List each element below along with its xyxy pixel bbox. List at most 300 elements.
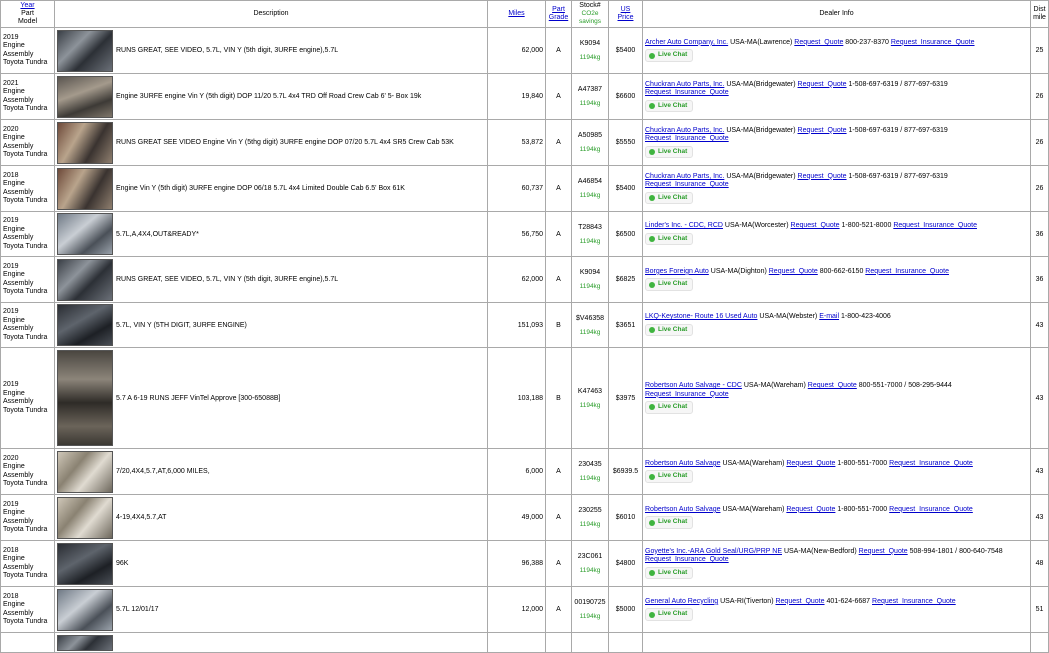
part-photo[interactable] xyxy=(57,350,113,446)
row-year: 2019 xyxy=(3,500,19,508)
dealer-cell xyxy=(643,212,1031,257)
chat-icon xyxy=(649,404,655,410)
header-mile: mile xyxy=(1033,14,1046,21)
row-co2: 1194kg xyxy=(579,475,601,482)
description-cell xyxy=(55,587,488,633)
empty-cell xyxy=(546,633,572,653)
request-insurance-quote-link[interactable]: Request_Insurance_Quote xyxy=(890,38,975,46)
row-co2: 1194kg xyxy=(579,521,601,528)
dealer-phone: 1-508-697-6319 / 877-697-6319 xyxy=(848,80,948,88)
live-chat-button[interactable] xyxy=(645,324,693,337)
distance-cell: 43 xyxy=(1031,303,1049,348)
chat-icon xyxy=(649,520,655,526)
year-part-model-cell xyxy=(1,587,55,633)
live-chat-button[interactable] xyxy=(645,516,693,529)
grade-link-line2: Grade xyxy=(548,14,569,21)
price-cell: $3975 xyxy=(609,348,643,449)
row-description: 5.7 A 6-19 RUNS JEFF VinTel Approve [300-65088B] xyxy=(116,394,281,402)
chat-icon xyxy=(649,195,655,201)
distance-cell: 48 xyxy=(1031,541,1049,587)
col-part-grade xyxy=(546,1,572,28)
row-stock: 230255 xyxy=(578,507,602,514)
stock-cell xyxy=(572,74,609,120)
dealer-link[interactable]: Borges Foreign Auto xyxy=(645,267,709,275)
row-part: Engine Assembly xyxy=(3,180,34,196)
empty-cell xyxy=(643,633,1031,653)
empty-cell xyxy=(488,633,546,653)
table-row xyxy=(1,348,1049,449)
table-row xyxy=(1,257,1049,303)
dealer-phone: 401-624-6687 xyxy=(826,597,871,605)
row-part: Engine Assembly xyxy=(3,271,34,287)
empty-cell xyxy=(572,633,609,653)
miles-cell: 53,872 xyxy=(488,120,546,166)
live-chat-label: Live Chat xyxy=(658,610,688,618)
sort-year-link[interactable]: Year xyxy=(20,2,35,9)
dealer-link[interactable]: Archer Auto Company, Inc. xyxy=(645,38,729,46)
sort-grade-link[interactable] xyxy=(549,6,568,21)
request-insurance-quote-link[interactable]: Request_Insurance_Quote xyxy=(865,267,949,275)
year-part-model-cell xyxy=(1,541,55,587)
grade-cell: A xyxy=(546,28,572,74)
miles-cell: 62,000 xyxy=(488,28,546,74)
grade-cell: A xyxy=(546,212,572,257)
sort-price-link[interactable] xyxy=(618,6,634,21)
distance-cell: 43 xyxy=(1031,348,1049,449)
year-part-model-cell xyxy=(1,28,55,74)
price-cell: $6939.5 xyxy=(609,449,643,495)
chat-icon xyxy=(649,612,655,618)
grade-cell: A xyxy=(546,541,572,587)
distance-cell: 26 xyxy=(1031,166,1049,212)
request-insurance-quote-link[interactable]: Request_Insurance_Quote xyxy=(645,390,729,398)
price-link-line1: US xyxy=(620,6,631,13)
row-year: 2019 xyxy=(3,262,19,270)
email-link[interactable]: E-mail xyxy=(819,313,840,321)
dealer-location: USA-MA(Worcester) xyxy=(724,222,789,230)
part-photo[interactable] xyxy=(57,589,113,631)
dealer-phone: 1-508-697-6319 / 877-697-6319 xyxy=(848,126,948,134)
table-row xyxy=(1,449,1049,495)
row-part: Engine Assembly xyxy=(3,134,34,150)
part-photo[interactable] xyxy=(57,497,113,539)
dealer-cell xyxy=(643,348,1031,449)
empty-cell xyxy=(1,633,55,653)
dealer-phone: 1-800-521-8000 xyxy=(841,222,892,230)
row-model: Toyota Tundra xyxy=(3,288,48,295)
grade-cell: A xyxy=(546,120,572,166)
dealer-cell xyxy=(643,74,1031,120)
request-quote-link[interactable]: Request_Quote xyxy=(786,505,836,513)
request-insurance-quote-link[interactable]: Request_Insurance_Quote xyxy=(645,181,729,189)
dealer-location: USA-MA(Wareham) xyxy=(722,459,785,467)
dealer-phone: 800-551-7000 / 508-295-9444 xyxy=(858,382,952,390)
description-cell xyxy=(55,212,488,257)
row-description: RUNS GREAT SEE VIDEO Engine Vin Y (5thg digit) 3URFE engine DOP 07/20 5.7L 4x4 SR5 Crew Cab 53K xyxy=(116,139,454,146)
table-row xyxy=(1,541,1049,587)
live-chat-label: Live Chat xyxy=(658,280,688,288)
row-stock: 230435 xyxy=(578,461,602,468)
live-chat-button[interactable] xyxy=(645,192,693,205)
table-row xyxy=(1,495,1049,541)
dealer-link[interactable]: Chuckran Auto Parts, Inc. xyxy=(645,126,725,134)
row-description: 4-19,4X4,5.7,AT xyxy=(116,514,167,521)
stock-cell xyxy=(572,28,609,74)
dealer-link[interactable]: General Auto Recycling xyxy=(645,597,719,605)
header-savings: savings xyxy=(578,18,602,25)
live-chat-label: Live Chat xyxy=(658,193,688,201)
table-row xyxy=(1,633,1049,653)
request-quote-link[interactable]: Request_Quote xyxy=(768,267,818,275)
dealer-location: USA-MA(New-Bedford) xyxy=(783,547,857,555)
live-chat-label: Live Chat xyxy=(658,51,688,59)
row-co2: 1194kg xyxy=(579,283,601,290)
dealer-link[interactable]: Chuckran Auto Parts, Inc. xyxy=(645,80,725,88)
price-cell: $6600 xyxy=(609,74,643,120)
row-stock: K9094 xyxy=(579,269,601,276)
dealer-location: USA-MA(Bridgewater) xyxy=(726,172,796,180)
request-insurance-quote-link[interactable]: Request_Insurance_Quote xyxy=(645,89,729,97)
request-quote-link[interactable]: Request_Quote xyxy=(807,382,857,390)
dealer-location: USA-MA(Wareham) xyxy=(743,382,806,390)
table-row xyxy=(1,212,1049,257)
dealer-cell xyxy=(643,166,1031,212)
row-description: 5.7L 12/01/17 xyxy=(116,606,159,613)
dealer-link[interactable]: Robertson Auto Salvage xyxy=(645,505,721,513)
year-part-model-cell xyxy=(1,212,55,257)
row-year: 2020 xyxy=(3,454,19,462)
price-cell: $3651 xyxy=(609,303,643,348)
row-model: Toyota Tundra xyxy=(3,526,48,533)
part-photo[interactable] xyxy=(57,635,113,651)
price-cell: $5550 xyxy=(609,120,643,166)
col-price xyxy=(609,1,643,28)
row-year: 2020 xyxy=(3,125,19,133)
live-chat-button[interactable] xyxy=(645,233,693,246)
table-row xyxy=(1,166,1049,212)
description-cell xyxy=(55,495,488,541)
row-year: 2019 xyxy=(3,217,19,224)
row-co2: 1194kg xyxy=(579,401,601,409)
live-chat-button[interactable] xyxy=(645,278,693,291)
row-stock: A46854 xyxy=(577,178,603,185)
grade-cell: A xyxy=(546,587,572,633)
description-cell xyxy=(55,166,488,212)
dealer-phone: 508-994-1801 / 800-640-7548 xyxy=(909,547,1003,555)
dealer-location: USA-MA(Bridgewater) xyxy=(726,126,796,134)
description-cell xyxy=(55,120,488,166)
stock-cell xyxy=(572,348,609,449)
request-quote-link[interactable]: Request_Quote xyxy=(786,459,836,467)
row-co2: 1194kg xyxy=(579,100,601,107)
price-cell: $5400 xyxy=(609,166,643,212)
year-part-model-cell xyxy=(1,257,55,303)
miles-cell: 62,000 xyxy=(488,257,546,303)
stock-cell xyxy=(572,541,609,587)
row-year: 2019 xyxy=(3,33,19,41)
miles-cell: 56,750 xyxy=(488,212,546,257)
row-model: Toyota Tundra xyxy=(3,618,48,625)
request-quote-link[interactable]: Request_Quote xyxy=(797,80,847,88)
grade-cell: A xyxy=(546,74,572,120)
stock-cell xyxy=(572,120,609,166)
dealer-link[interactable]: Robertson Auto Salvage - CDC xyxy=(645,382,742,390)
part-photo[interactable] xyxy=(57,30,113,72)
live-chat-button[interactable] xyxy=(645,100,693,113)
part-photo[interactable] xyxy=(57,122,113,164)
row-stock: A50985 xyxy=(577,132,603,139)
dealer-cell xyxy=(643,495,1031,541)
header-part: Part xyxy=(21,10,34,17)
year-part-model-cell xyxy=(1,120,55,166)
miles-cell: 49,000 xyxy=(488,495,546,541)
price-cell: $6010 xyxy=(609,495,643,541)
description-cell xyxy=(55,74,488,120)
chat-icon xyxy=(649,149,655,155)
header-model: Model xyxy=(17,18,38,25)
dealer-link[interactable]: Goyette's Inc.-ARA Gold Seal/URG/PRP NE xyxy=(645,547,782,555)
part-photo[interactable] xyxy=(57,213,113,255)
table-row xyxy=(1,74,1049,120)
row-description: 96K xyxy=(116,560,129,567)
dealer-cell xyxy=(643,28,1031,74)
description-cell xyxy=(55,303,488,348)
table-row xyxy=(1,120,1049,166)
row-model: Toyota Tundra xyxy=(3,480,48,487)
row-description: 7/20,4X4,5.7,AT,6,000 MILES, xyxy=(116,468,210,475)
live-chat-label: Live Chat xyxy=(658,101,688,109)
price-cell: $5400 xyxy=(609,28,643,74)
empty-cell xyxy=(1031,633,1049,653)
distance-cell: 36 xyxy=(1031,212,1049,257)
distance-cell: 43 xyxy=(1031,495,1049,541)
distance-cell: 51 xyxy=(1031,587,1049,633)
distance-cell: 43 xyxy=(1031,449,1049,495)
row-description: 5.7L, VIN Y (5TH DIGIT, 3URFE ENGINE) xyxy=(116,321,247,329)
grade-cell: A xyxy=(546,449,572,495)
chat-icon xyxy=(649,474,655,480)
request-quote-link[interactable]: Request_Quote xyxy=(797,172,847,180)
table-row xyxy=(1,28,1049,74)
row-stock: 00190725 xyxy=(574,599,606,606)
description-cell xyxy=(55,541,488,587)
dealer-phone: 1-508-697-6319 / 877-697-6319 xyxy=(848,172,948,180)
miles-cell: 103,188 xyxy=(488,348,546,449)
distance-cell: 36 xyxy=(1031,257,1049,303)
stock-cell xyxy=(572,257,609,303)
row-model: Toyota Tundra xyxy=(3,59,48,66)
header-stock: Stock# xyxy=(579,2,601,9)
row-model: Toyota Tundra xyxy=(3,333,48,341)
request-insurance-quote-link[interactable]: Request_Insurance_Quote xyxy=(889,459,973,467)
stock-cell xyxy=(572,212,609,257)
year-part-model-cell xyxy=(1,348,55,449)
live-chat-button[interactable] xyxy=(645,608,693,621)
dealer-location: USA-MA(Wareham) xyxy=(722,505,785,513)
miles-cell: 96,388 xyxy=(488,541,546,587)
request-quote-link[interactable]: Request_Quote xyxy=(858,547,908,555)
header-dist: Dist xyxy=(1033,6,1046,13)
header-co2e: CO2e xyxy=(581,10,599,17)
year-part-model-cell xyxy=(1,166,55,212)
row-model: Toyota Tundra xyxy=(3,151,48,158)
dealer-cell xyxy=(643,120,1031,166)
request-insurance-quote-link[interactable]: Request_Insurance_Quote xyxy=(645,556,729,564)
description-cell xyxy=(55,257,488,303)
row-year: 2021 xyxy=(3,79,19,87)
dealer-location: USA-MA(Webster) xyxy=(759,313,818,321)
col-description: Description xyxy=(55,1,488,28)
part-photo[interactable] xyxy=(57,451,113,493)
request-insurance-quote-link[interactable]: Request_Insurance_Quote xyxy=(893,222,977,230)
row-description: Engine Vin Y (5th digit) 3URFE engine DOP 06/18 5.7L 4x4 Limited Double Cab 6.5' Box 61K xyxy=(116,185,405,192)
live-chat-button[interactable] xyxy=(645,49,693,62)
row-year: 2019 xyxy=(3,308,19,315)
row-stock: K9094 xyxy=(579,40,601,47)
dealer-cell xyxy=(643,303,1031,348)
dealer-cell xyxy=(643,257,1031,303)
row-part: Engine Assembly xyxy=(3,316,34,332)
part-photo[interactable] xyxy=(57,76,113,118)
distance-cell: 25 xyxy=(1031,28,1049,74)
dealer-link[interactable]: Linder's Inc. - CDC, RCD xyxy=(645,222,723,230)
row-part: Engine Assembly xyxy=(3,601,34,617)
live-chat-label: Live Chat xyxy=(658,472,688,480)
live-chat-label: Live Chat xyxy=(658,325,688,333)
price-cell: $4800 xyxy=(609,541,643,587)
miles-cell: 19,840 xyxy=(488,74,546,120)
grade-cell: A xyxy=(546,495,572,541)
row-year: 2018 xyxy=(3,592,19,600)
grade-cell: B xyxy=(546,348,572,449)
request-insurance-quote-link[interactable]: Request_Insurance_Quote xyxy=(872,597,956,605)
dealer-location: USA-MA(Dighton) xyxy=(710,267,767,275)
row-co2: 1194kg xyxy=(579,613,601,620)
row-description: 5.7L,A,4X4,OUT&READY* xyxy=(116,230,199,238)
grade-cell: A xyxy=(546,166,572,212)
chat-icon xyxy=(649,236,655,242)
dealer-link[interactable]: Robertson Auto Salvage xyxy=(645,459,721,467)
request-quote-link[interactable]: Request_Quote xyxy=(797,126,847,134)
live-chat-label: Live Chat xyxy=(658,518,688,526)
row-model: Toyota Tundra xyxy=(3,242,48,250)
row-year: 2019 xyxy=(3,381,19,388)
request-quote-link[interactable]: Request_Quote xyxy=(794,38,844,46)
chat-icon xyxy=(649,570,655,576)
live-chat-button[interactable] xyxy=(645,401,693,414)
row-part: Engine Assembly xyxy=(3,463,34,479)
row-stock: $V46358 xyxy=(575,314,605,322)
row-co2: 1194kg xyxy=(579,54,601,61)
dealer-cell xyxy=(643,449,1031,495)
chat-icon xyxy=(649,327,655,333)
row-part: Engine Assembly xyxy=(3,225,34,241)
year-part-model-cell xyxy=(1,303,55,348)
live-chat-button[interactable] xyxy=(645,567,693,580)
row-model: Toyota Tundra xyxy=(3,406,48,414)
sort-miles-link[interactable]: Miles xyxy=(508,10,525,17)
distance-cell: 26 xyxy=(1031,74,1049,120)
live-chat-button[interactable] xyxy=(645,470,693,483)
row-year: 2018 xyxy=(3,546,19,554)
dealer-location: USA-MA(Bridgewater) xyxy=(726,80,796,88)
part-photo[interactable] xyxy=(57,543,113,585)
row-stock: K47463 xyxy=(577,387,603,395)
row-year: 2018 xyxy=(3,171,19,179)
col-miles xyxy=(488,1,546,28)
live-chat-label: Live Chat xyxy=(658,234,688,242)
live-chat-label: Live Chat xyxy=(658,403,688,411)
dealer-cell xyxy=(643,541,1031,587)
request-quote-link[interactable]: Request_Quote xyxy=(790,222,840,230)
live-chat-label: Live Chat xyxy=(658,147,688,155)
request-insurance-quote-link[interactable]: Request_Insurance_Quote xyxy=(645,135,729,143)
row-model: Toyota Tundra xyxy=(3,105,48,112)
dealer-phone: 1-800-551-7000 xyxy=(837,505,888,513)
row-description: RUNS GREAT, SEE VIDEO, 5.7L, VIN Y (5th digit, 3URFE engine),5.7L xyxy=(116,276,339,283)
stock-cell xyxy=(572,587,609,633)
dealer-location: USA-MA(Lawrence) xyxy=(730,38,793,46)
row-part: Engine Assembly xyxy=(3,389,34,405)
description-cell xyxy=(55,28,488,74)
part-photo[interactable] xyxy=(57,168,113,210)
price-cell: $6825 xyxy=(609,257,643,303)
row-part: Engine Assembly xyxy=(3,555,34,571)
dealer-link[interactable]: Chuckran Auto Parts, Inc. xyxy=(645,172,725,180)
part-photo[interactable] xyxy=(57,304,113,346)
dealer-phone: 1-800-551-7000 xyxy=(837,459,888,467)
chat-icon xyxy=(649,282,655,288)
stock-cell xyxy=(572,166,609,212)
part-photo[interactable] xyxy=(57,259,113,301)
row-description: Engine 3URFE engine Vin Y (5th digit) DOP 11/20 5.7L 4x4 TRD Off Road Crew Cab 6' 5- Box 19k xyxy=(116,93,422,100)
request-insurance-quote-link[interactable]: Request_Insurance_Quote xyxy=(889,505,973,513)
description-cell xyxy=(55,348,488,449)
chat-icon xyxy=(649,103,655,109)
dealer-cell xyxy=(643,587,1031,633)
col-dist xyxy=(1031,1,1049,28)
dealer-phone: 800-662-6150 xyxy=(819,267,864,275)
year-part-model-cell xyxy=(1,449,55,495)
dealer-location: USA-RI(Tiverton) xyxy=(720,597,774,605)
grade-cell: A xyxy=(546,257,572,303)
miles-cell: 12,000 xyxy=(488,587,546,633)
row-co2: 1194kg xyxy=(579,567,601,574)
dealer-phone: 1-800-423-4006 xyxy=(841,313,891,321)
grade-link-line1: Part xyxy=(552,6,565,13)
miles-cell: 151,093 xyxy=(488,303,546,348)
row-co2: 1194kg xyxy=(579,192,601,199)
description-cell xyxy=(55,449,488,495)
live-chat-button[interactable] xyxy=(645,146,693,159)
dealer-link[interactable]: LKQ-Keystone- Route 16 Used Auto xyxy=(645,313,758,321)
miles-cell: 6,000 xyxy=(488,449,546,495)
row-part: Engine Assembly xyxy=(3,509,34,525)
stock-cell xyxy=(572,495,609,541)
col-stock xyxy=(572,1,609,28)
empty-cell xyxy=(609,633,643,653)
request-quote-link[interactable]: Request_Quote xyxy=(775,597,825,605)
price-link-line2: Price xyxy=(617,14,634,21)
row-description: RUNS GREAT, SEE VIDEO, 5.7L, VIN Y (5th digit, 3URFE engine),5.7L xyxy=(116,47,339,54)
table-row xyxy=(1,587,1049,633)
stock-cell xyxy=(572,449,609,495)
empty-cell xyxy=(55,633,488,653)
live-chat-label: Live Chat xyxy=(658,568,688,576)
row-co2: 1194kg xyxy=(579,237,601,245)
row-stock: A47387 xyxy=(577,86,603,93)
row-co2: 1194kg xyxy=(579,328,601,336)
